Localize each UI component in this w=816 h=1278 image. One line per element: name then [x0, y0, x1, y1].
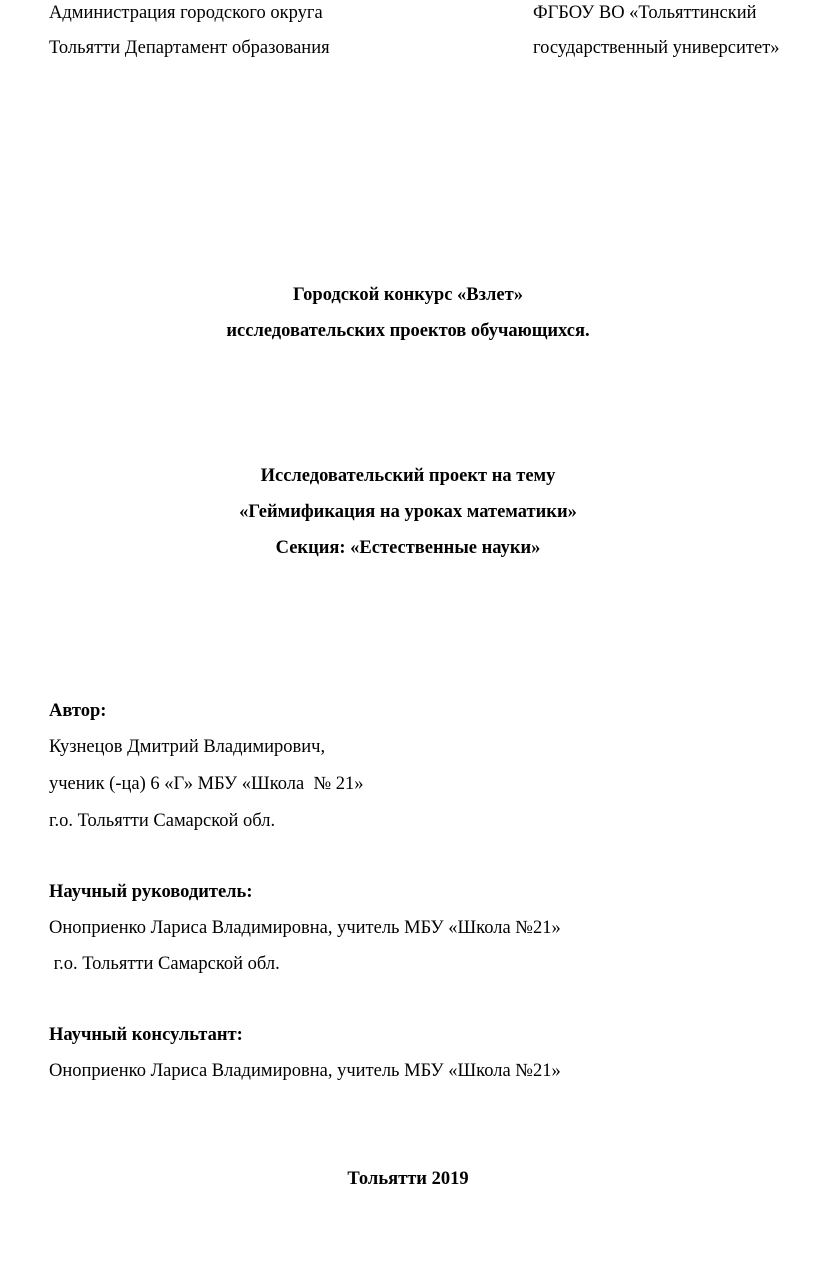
header-left-line-2: Тольятти Департамент образования	[49, 38, 330, 58]
contest-title-line-1: Городской конкурс «Взлет»	[293, 285, 523, 305]
contest-title-line-2: исследовательских проектов обучающихся.	[226, 321, 590, 341]
author-heading: Автор:	[49, 701, 107, 721]
project-title-line-1: Исследовательский проект на тему	[260, 466, 556, 486]
header-right-line-1: ФГБОУ ВО «Тольяттинский	[533, 3, 757, 23]
supervisor-heading: Научный руководитель:	[49, 882, 253, 902]
author-city: г.о. Тольятти Самарской обл.	[49, 811, 276, 831]
header-right-line-2: государственный университет»	[533, 38, 780, 58]
header-left-line-1: Администрация городского округа	[49, 3, 323, 23]
author-name: Кузнецов Дмитрий Владимирович,	[49, 737, 326, 757]
supervisor-name: Оноприенко Лариса Владимировна, учитель МБУ «Школа №21»	[49, 918, 561, 938]
project-title-line-2: «Геймификация на уроках математики»	[239, 502, 577, 522]
supervisor-city: г.о. Тольятти Самарской обл.	[49, 954, 280, 974]
consultant-heading: Научный консультант:	[49, 1025, 243, 1045]
footer-city-year: Тольятти 2019	[347, 1169, 469, 1189]
project-section-line: Секция: «Естественные науки»	[275, 538, 541, 558]
consultant-name: Оноприенко Лариса Владимировна, учитель МБУ «Школа №21»	[49, 1061, 561, 1081]
author-school: ученик (-ца) 6 «Г» МБУ «Школа № 21»	[49, 774, 364, 794]
